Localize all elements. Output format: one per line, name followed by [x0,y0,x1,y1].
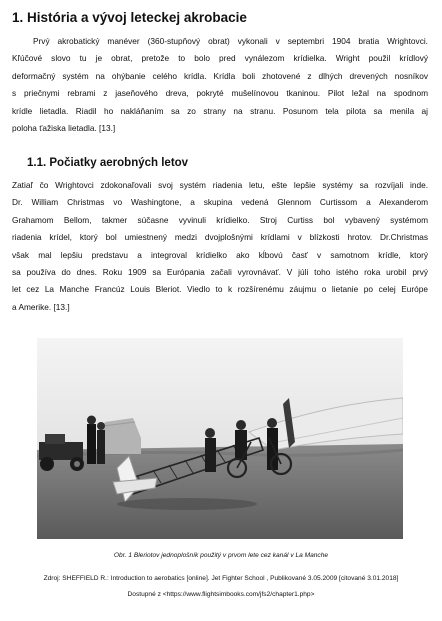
bleriot-monoplane-photo [37,338,403,539]
figure-caption: Obr. 1 Bleriotov jednoplošník použitý v prvom lete cez kanál v La Manche [113,552,329,559]
text-line: let cez La Manche Francúz Louis Bleriot. Viedlo to k rozšírenému záujmu o lietanie po celej Európe [12,284,428,295]
text-line: Kľúčové slovo tu je obrat, pretože to bolo pred vynálezom krídielka. Wright použil krídlový [12,53,428,64]
paragraph-history [12,33,428,137]
text-line: poloha ťažiska lietadla. [13.] [12,122,116,133]
source-citation: Zdroj: SHEFFIELD R.: Introduction to aerobatics [online]. Jet Fighter School , Publikované 3.05.2009 [citované 3.01.2018] [43,575,399,582]
source-url: Dostupné z <https://www.flightsimbooks.com/jfs2/chapter1.php> [127,591,315,598]
text-line: Grahamom Bellom, takmer súčasne vyvinuli krídielko. Stroj Curtiss bol vybavený systémom [12,214,428,225]
text-line: sa používa do dnes. Roku 1909 sa Európania začali vyrovnávať. V júli toho istého roka urobil prvý [12,266,428,277]
text-line: však mal lepšiu predstavu a integroval krídielko ako kĺbovú časť v samotnom krídle, ktorý [12,249,428,260]
text-line: a Amerike. [13.] [12,301,70,312]
subsection-heading: 1.1. Počiatky aerobných letov [27,157,189,169]
text-line: deformačný systém na ohýbanie celého krídla. Krídla boli zhotovené z dlhých drevených nosníkov [12,70,428,81]
text-line: krídle lietadla. Riadil ho nakláňaním sa zo strany na stranu. Posunom tela pilota sa menila aj [12,105,428,116]
paragraph-beginnings [12,177,428,316]
text-line: Dr. William Christmas vo Washingtone, a skupina vedená Glennom Curtissom a Alexanderom [12,197,428,208]
text-line: riadenia krídel, ktorý bol umiestnený medzi dvojplošnými krídlami v blízkosti hrotov. Dr.Christmas [12,232,428,243]
text-line: Zatiaľ čo Wrightovci zdokonaľovali svoj systém riadenia letu, ešte lepšie systémy sa rozvíjali inde. [12,180,428,190]
section-heading: 1. História a vývoj leteckej akrobacie [12,10,247,25]
text-line: s priečnymi rebrami z jaseňového dreva, pokryté mušelínovou tkaninou. Pilot ležal na spodnom [12,88,428,99]
text-line: Prvý akrobatický manéver (360-stupňový obrat) vykonali v septembri 1904 bratia Wrightovci. [33,36,428,46]
